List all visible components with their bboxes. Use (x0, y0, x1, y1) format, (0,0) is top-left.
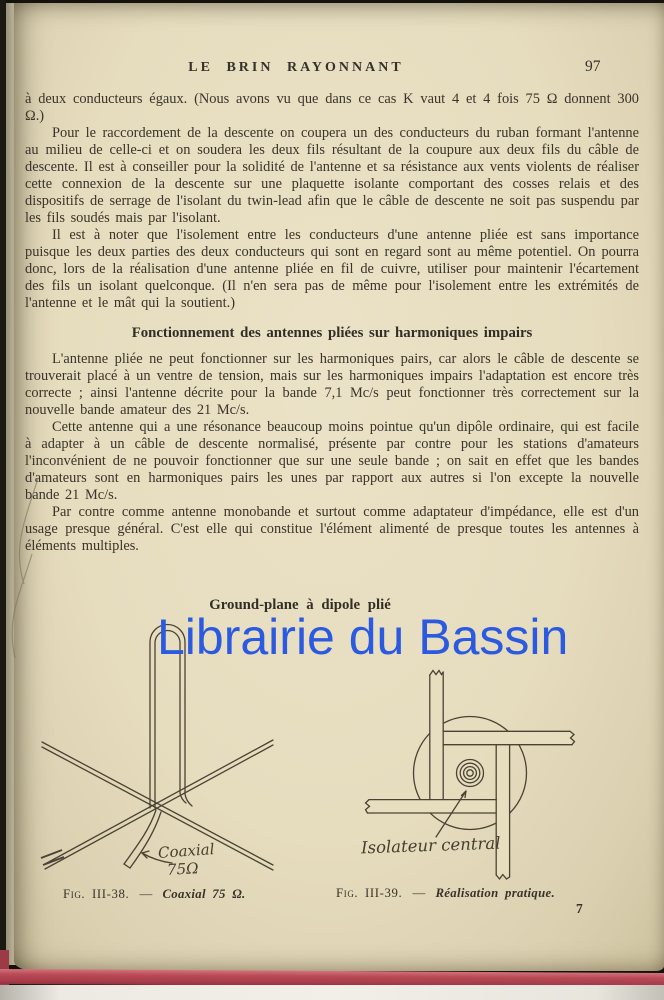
paragraph: Par contre comme antenne monobande et surtout comme adaptateur d'impédance, elle est d'un usage presque général. C'est elle qui constitue l'élément alimenté de presque toutes les antennes à éléments multiples. (25, 504, 639, 554)
page-number: 97 (585, 58, 601, 75)
figure-38-label: Fig. III-38. (63, 887, 130, 901)
figure-39 (340, 668, 650, 893)
paragraph: Il est à noter que l'isolement entre les conducteurs d'une antenne pliée est sans importance puisque les deux parties des deux conducteurs qui sont en regard sont au même potentiel. On pourra donc, lors de la réalisation d'une antenne pliée en fil de cuivre, utiliser pour maintenir l'écartement des fils un isolant quelconque. (Il n'en sera pas de même pour l'isolement entre les extrémités de l'antenne et le mât qui la soutient.) (25, 227, 639, 311)
paragraph: Cette antenne qui a une résonance beaucoup moins pointue qu'un dipôle ordinaire, qui est facile à adapter à un câble de descente normalisé, présente par contre pour les stations d'amateurs l'inconvénient de ne pouvoir fonctionner que sur une seule bande ; on sait en effet que les bandes d'amateurs sont en harmoniques pairs les unes par rapport aux autres si l'on excepte la nouvelle bande 21 Mc/s. (25, 419, 639, 503)
isolator-annotation: Isolateur central (360, 833, 501, 858)
figure-39-caption (336, 886, 555, 901)
fig-39-diagram (340, 668, 650, 893)
paragraph: L'antenne pliée ne peut fonctionner sur les harmoniques pairs, car alors le câble de descente se trouverait placé à un ventre de tension, mais sur les harmoniques impairs l'adaptation est encore très correcte ; ainsi l'antenne décrite pour la bande 7,1 Mc/s peut fonctionner très correctement sur la nouvelle bande amateur des 21 Mc/s. (25, 351, 639, 418)
figure-39-caption-text: Réalisation pratique. (435, 886, 555, 900)
figure-39-label: Fig. III-39. (336, 886, 403, 900)
watermark: Librairie du Bassin (157, 609, 569, 665)
figure-38-caption (63, 887, 246, 902)
table-surface-edge (0, 985, 664, 1000)
running-header: LE BRIN RAYONNANT (188, 60, 404, 75)
coax-annotation-line1: Coaxial (157, 840, 216, 862)
footer-page-number: 7 (576, 901, 583, 916)
paragraph: Pour le raccordement de la descente on coupera un des conducteurs du ruban formant l'antenne au milieu de celle-ci et on soudera les deux fils résultant de la coupure aux deux fils du câble de descente. Il est à conseiller pour la solidité de l'antenne et sa résistance aux vents violents de réaliser cette connexion de la descente sur une plaquette isolante comportant des cosses relais et des dispositifs de serrage de l'isolant du twin-lead afin que le câble de descente ne soit pas suspendu par les fils soudés mais par l'isolant. (25, 125, 639, 226)
coax-annotation-line2: 75Ω (166, 859, 199, 879)
caption-dash: — (412, 886, 426, 900)
article-text (25, 91, 639, 555)
section-heading: Fonctionnement des antennes pliées sur harmoniques impairs (131, 325, 533, 341)
figure-38-caption-text: Coaxial 75 Ω. (162, 887, 246, 901)
paragraph: à deux conducteurs égaux. (Nous avons vu que dans ce cas K vaut 4 et 4 fois 75 Ω donnent 300 Ω.) (25, 91, 639, 124)
caption-dash: — (139, 887, 153, 901)
figure-heading: Ground-plane à dipole plié (209, 597, 391, 613)
